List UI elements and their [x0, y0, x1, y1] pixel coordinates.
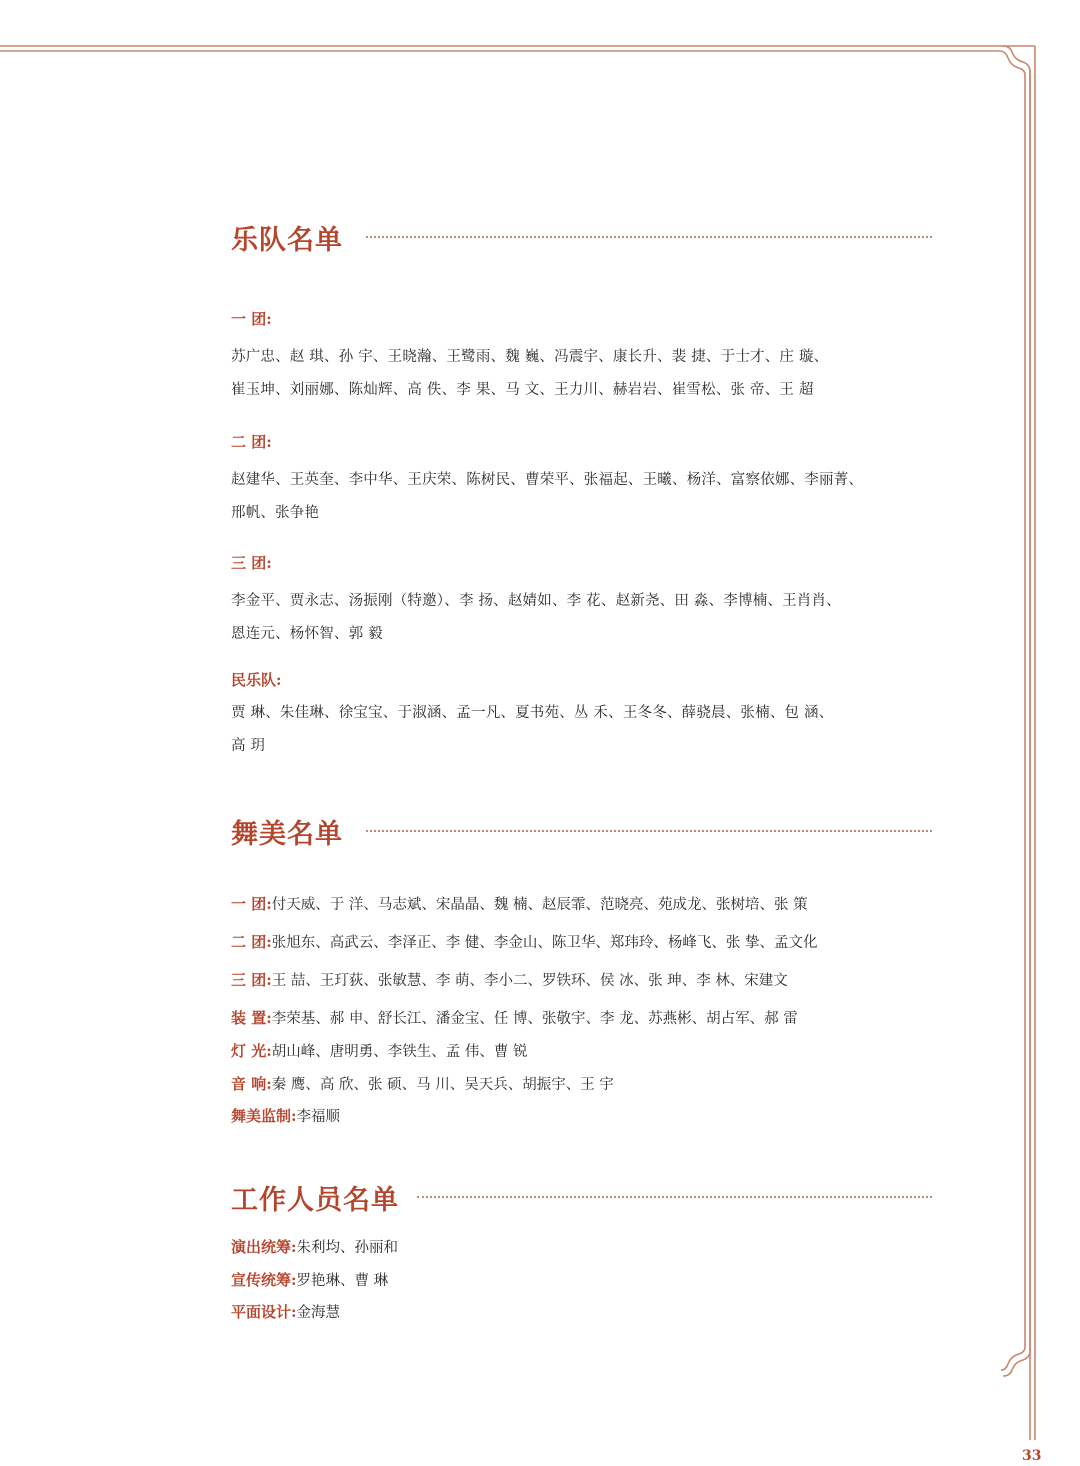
stage-row-value: 张旭东、高武云、李泽正、李 健、李金山、陈卫华、郑玮玲、杨峰飞、张 挚、孟文化 — [271, 935, 818, 951]
staff-row-value: 金海慧 — [296, 1305, 341, 1321]
band-group-2-label: 二 团: — [231, 433, 272, 451]
stage-row-label: 音 响: — [231, 1075, 272, 1093]
band-group-1-line-2: 崔玉坤、刘丽娜、陈灿辉、高 佚、李 果、马 文、王力川、赫岩岩、崔雪松、张 帝、王 超 — [231, 382, 814, 398]
stage-section-header — [231, 812, 343, 851]
stage-row — [231, 1105, 340, 1126]
stage-row-value: 胡山峰、唐明勇、李铁生、孟 伟、曹 锐 — [271, 1044, 528, 1060]
page-number: 33 — [1022, 1448, 1042, 1464]
stage-row-value: 秦 鹰、高 欣、张 硕、马 川、吴天兵、胡振宇、王 宇 — [271, 1077, 614, 1093]
band-group-4-line-2: 高 玥 — [231, 738, 266, 754]
staff-row-value: 罗艳琳、曹 琳 — [296, 1273, 389, 1289]
stage-row-value: 付天威、于 洋、马志斌、宋晶晶、魏 楠、赵辰霏、范晓亮、苑成龙、张树培、张 策 — [271, 897, 808, 913]
staff-row-label: 宣传统筹: — [231, 1271, 297, 1289]
stage-title-dotted-rule — [366, 830, 932, 832]
stage-row — [231, 1040, 527, 1061]
stage-row-value: 李福顺 — [296, 1109, 341, 1125]
band-group-3-label: 三 团: — [231, 554, 272, 572]
band-group-4-label: 民乐队: — [231, 671, 282, 689]
stage-row-label: 灯 光: — [231, 1042, 272, 1060]
band-section-header — [231, 218, 343, 257]
stage-row — [231, 1073, 614, 1094]
band-title-dotted-rule — [366, 236, 932, 238]
stage-row-value: 李荣基、郝 申、舒长江、潘金宝、任 博、张敬宇、李 龙、苏燕彬、胡占军、郝 雷 — [271, 1011, 798, 1027]
band-group-1-line-1: 苏广忠、赵 琪、孙 宇、王晓瀚、王鹭雨、魏 巍、冯震宇、康长升、裴 捷、于士才、庄 璇、 — [231, 349, 829, 365]
band-group-1-label: 一 团: — [231, 310, 272, 328]
band-group-3-line-1: 李金平、贾永志、汤振刚（特邀）、李 扬、赵婧如、李 花、赵新尧、田 淼、李博楠、王肖肖、 — [231, 593, 841, 609]
band-group-2-line-1: 赵建华、王英奎、李中华、王庆荣、陈树民、曹荣平、张福起、王曦、杨洋、富察依娜、李丽菁、 — [231, 472, 864, 488]
stage-row — [231, 931, 817, 952]
staff-row-label: 演出统筹: — [231, 1238, 297, 1256]
stage-row-label: 二 团: — [231, 933, 272, 951]
staff-title-dotted-rule — [417, 1196, 932, 1198]
stage-row-value: 王 喆、王玎荻、张敏慧、李 萌、李小二、罗铁环、侯 冰、张 珅、李 林、宋建文 — [271, 973, 788, 989]
band-group-3-line-2: 恩连元、杨怀智、郭 毅 — [231, 626, 383, 642]
band-group-2-line-2: 邢帆、张争艳 — [231, 505, 320, 521]
stage-section-title: 舞美名单 — [231, 819, 343, 850]
staff-row-value: 朱利均、孙丽和 — [296, 1240, 399, 1256]
staff-row — [231, 1301, 340, 1322]
band-group-4-line-1: 贾 琳、朱佳琳、徐宝宝、于淑涵、孟一凡、夏书苑、丛 禾、王冬冬、薛骁晨、张楠、包 涵、 — [231, 705, 834, 721]
stage-row-label: 三 团: — [231, 971, 272, 989]
stage-row-label: 舞美监制: — [231, 1107, 297, 1125]
staff-section-title: 工作人员名单 — [231, 1185, 399, 1216]
staff-row-label: 平面设计: — [231, 1303, 297, 1321]
stage-row — [231, 893, 808, 914]
stage-row-label: 装 置: — [231, 1009, 272, 1027]
staff-section-header — [231, 1178, 399, 1217]
staff-row — [231, 1236, 398, 1257]
band-section-title: 乐队名单 — [231, 225, 343, 256]
stage-row-label: 一 团: — [231, 895, 272, 913]
staff-row — [231, 1269, 388, 1290]
stage-row — [231, 969, 788, 990]
stage-row — [231, 1007, 798, 1028]
